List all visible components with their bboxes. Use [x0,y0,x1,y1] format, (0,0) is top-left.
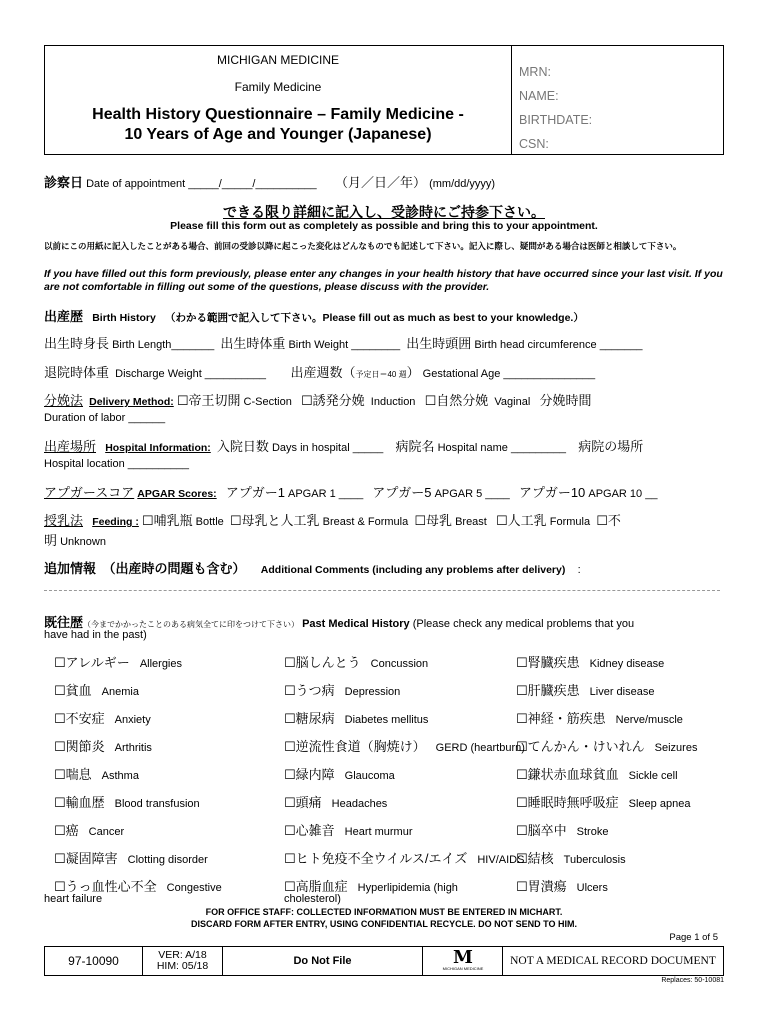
gestational-jp-close: ） [406,365,420,380]
date-format: (mm/dd/yyyy) [429,178,496,190]
apgar10-field[interactable]: APGAR 10 __ [588,488,658,500]
discharge-weight-field[interactable]: Discharge Weight __________ [115,368,266,380]
hospital-en: Hospital Information: [105,442,211,454]
birth-history-en: Birth History [92,312,156,324]
apgar1-jp: アプガー1 [225,485,285,500]
not-medical-record: NOT A MEDICAL RECORD DOCUMENT [510,955,716,967]
csection-checkbox[interactable]: ☐帝王切開 [176,393,241,408]
institution-name: MICHIGAN MEDICINE [216,53,339,67]
feeding-row-2 [44,530,734,549]
pmh-item[interactable] [284,680,400,699]
pmh-label: Sleep apnea [628,798,691,810]
apgar5-field[interactable]: APGAR 5 ____ [434,488,510,500]
pmh-item[interactable] [54,764,139,783]
pmh-label-continued: heart failure [44,893,103,905]
pmh-checkbox[interactable]: ☐神経・筋疾患 [516,711,606,726]
comments-colon: : [577,564,581,576]
pmh-label: Liver disease [589,686,655,698]
pmh-item[interactable] [516,848,626,867]
pmh-label: Heart murmur [344,826,413,838]
feeding-jp: 授乳法 [44,513,84,528]
birth-length-field[interactable]: Birth Length_______ [112,339,215,351]
previous-form-note-jp: 以前にこの用紙に記入したことがある場合、前回の受診以降に起こった変化はどんなものでも記述して下さい。記入に際し、疑問がある場合は医師と相談して下さい。 [44,241,682,251]
past-medical-jp-note: （今までかかったことのある病気全てに印をつけて下さい） [83,620,300,629]
name-label: NAME: [519,89,559,103]
pmh-checkbox[interactable]: ☐うつ病 [284,683,335,698]
version-cell [143,947,223,975]
breast-formula-checkbox[interactable]: ☐母乳と人工乳 [229,513,320,528]
pmh-checkbox[interactable]: ☐喘息 [54,767,92,782]
duration-field[interactable]: Duration of labor ______ [44,412,166,424]
pmh-label: Blood transfusion [114,798,200,810]
logo-letter: M [453,947,473,968]
birth-head-jp: 出生時頭囲 [406,336,472,351]
pmh-label: Anxiety [114,714,151,726]
pmh-checkbox[interactable]: ☐不安症 [54,711,105,726]
comments-line[interactable] [44,590,720,591]
pmh-item[interactable] [54,736,152,755]
hospital-name-field[interactable]: Hospital name _________ [437,442,567,454]
formula-label: Formula [549,516,591,528]
pmh-label: Anemia [101,686,139,698]
pmh-item[interactable] [516,764,678,783]
pmh-item[interactable] [54,820,124,839]
form-title-line1: Health History Questionnaire – Family Medicine - [92,106,464,123]
office-note-line2: DISCARD FORM AFTER ENTRY, USING CONFIDENTIAL RECYCLE. DO NOT SEND TO HIM. [190,919,577,929]
comments-en: Additional Comments (including any problems after delivery) [260,564,566,576]
gestational-age-field[interactable]: Gestational Age _______________ [422,368,596,380]
header-box [44,45,724,155]
hospital-row [44,436,734,455]
pmh-label: Diabetes mellitus [344,714,429,726]
pmh-item[interactable] [516,708,683,727]
pmh-item[interactable] [284,652,428,671]
pmh-checkbox[interactable]: ☐脳卒中 [516,823,567,838]
pmh-label: Tuberculosis [563,854,626,866]
pmh-label: Depression [344,686,401,698]
pmh-checkbox[interactable]: ☐睡眠時無呼吸症 [516,795,619,810]
pmh-checkbox[interactable]: ☐ヒト免疫不全ウイルス/エイズ [284,851,468,866]
birth-history-note-jp: （わかる範囲で記入して下さい。 [164,312,323,324]
form-title [45,105,511,145]
pmh-checkbox[interactable]: ☐うっ血性心不全 [54,879,157,894]
pmh-checkbox[interactable]: ☐癌 [54,823,79,838]
pmh-checkbox[interactable]: ☐逆流性食道（胸焼け） [284,739,426,754]
apgar-jp: アプガースコア [44,485,135,500]
pmh-checkbox[interactable]: ☐心雑音 [284,823,335,838]
pmh-label: Congestive [166,882,222,894]
pmh-label: GERD (heartburn) [435,742,525,754]
department-name: Family Medicine [234,80,322,94]
past-medical-en-line2: have had in the past) [44,629,147,641]
duration-jp: 分娩時間 [539,393,592,408]
pmh-label: Allergies [139,658,182,670]
feeding-row [44,510,734,529]
do-not-file: Do Not File [223,947,423,975]
pmh-item[interactable] [516,652,664,671]
pmh-item[interactable] [284,764,395,783]
hospital-location-field[interactable]: Hospital location __________ [44,458,189,470]
unknown-label: Unknown [60,536,106,548]
hospital-days-field[interactable]: Days in hospital _____ [271,442,384,454]
previous-form-note-en: If you have filled out this form previously, please enter any changes in your health history that have occurred since your last visit. If you are not comfortable in filling out some of the questions, please discuss with the provider. [44,268,723,293]
pmh-label: Ulcers [576,882,608,894]
pmh-item[interactable] [284,736,525,755]
csection-label: C-Section [243,396,292,408]
hospital-location-jp: 病院の場所 [578,439,644,454]
appointment-jp: 診察日 [44,175,84,190]
instructions-jp: できる限り詳細に記入し、受診時にご持参下さい。 [223,204,545,220]
hospital-days-jp: 入院日数 [216,439,269,454]
birth-head-field[interactable]: Birth head circumference _______ [474,339,643,351]
pmh-item[interactable] [516,792,690,811]
office-note-line1: FOR OFFICE STAFF: COLLECTED INFORMATION MUST BE ENTERED IN MICHART. [205,907,563,917]
unknown-jp: 明 [44,533,58,548]
pmh-checkbox[interactable]: ☐結核 [516,851,554,866]
bottle-checkbox[interactable]: ☐哺乳瓶 [141,513,193,528]
past-medical-en-note: (Please check any medical problems that you [412,618,635,630]
pmh-label: Cancer [88,826,125,838]
logo-text: MICHIGAN MEDICINE [442,966,484,971]
pmh-label: Nerve/muscle [615,714,683,726]
discharge-row [44,362,734,381]
pmh-item[interactable] [54,792,200,811]
pmh-label: Kidney disease [589,658,665,670]
pmh-label: Sickle cell [628,770,678,782]
footer-box [44,946,724,976]
appointment-date-row [44,172,734,191]
instructions-en: Please fill this form out as completely as possible and bring this to your appointment. [170,220,598,232]
pmh-label: Hyperlipidemia (high [357,882,458,894]
breast-formula-label: Breast & Formula [322,516,409,528]
pmh-item[interactable] [54,848,208,867]
birth-weight-field[interactable]: Birth Weight ________ [288,339,401,351]
comments-row [44,558,734,577]
bottle-label: Bottle [195,516,224,528]
apgar10-jp: アプガー10 [518,485,586,500]
appointment-date-field[interactable]: Date of appointment _____/_____/__________ [86,178,317,190]
feeding-en: Feeding : [92,516,139,528]
version: VER: A/18 [158,949,207,961]
birth-history-heading [44,306,734,325]
pmh-item[interactable] [284,792,387,811]
gestational-jp-note: 予定日＝40 週 [355,370,407,379]
pmh-label: Stroke [576,826,609,838]
csn-label: CSN: [519,137,549,151]
pmh-label: Asthma [101,770,139,782]
induction-checkbox[interactable]: ☐誘発分娩 [301,393,365,408]
apgar-row [44,482,734,501]
delivery-jp: 分娩法 [44,393,84,408]
pmh-item[interactable] [284,708,428,727]
pmh-item[interactable] [54,652,182,671]
comments-jp: 追加情報 （出産時の問題も含む） [44,561,246,576]
pmh-label: Concussion [370,658,429,670]
pmh-item[interactable] [516,820,608,839]
pmh-checkbox[interactable]: ☐緑内障 [284,767,335,782]
past-medical-jp: 既往歴 [44,615,84,630]
apgar-en: APGAR Scores: [137,488,217,500]
replaces-note: Replaces: 50-10081 [661,977,724,984]
pmh-label: Glaucoma [344,770,395,782]
form-title-line2: 10 Years of Age and Younger (Japanese) [124,126,432,143]
pmh-item[interactable] [284,848,524,867]
apgar5-jp: アプガー5 [372,485,432,500]
birth-history-note-en: Please fill out as much as best to your knowledge.） [322,312,584,324]
formula-checkbox[interactable]: ☐人工乳 [496,513,547,528]
michigan-medicine-logo [423,947,503,972]
pmh-checkbox[interactable]: ☐輸血歴 [54,795,105,810]
him-date: HIM: 05/18 [156,960,209,972]
form-number: 97-10090 [45,947,143,975]
vaginal-label: Vaginal [494,396,531,408]
breast-label: Breast [455,516,487,528]
vaginal-checkbox[interactable]: ☐自然分娩 [424,393,489,408]
pmh-checkbox[interactable]: ☐凝固障害 [54,851,118,866]
pmh-item[interactable] [284,820,413,839]
birth-length-jp: 出生時身長 [44,336,110,351]
pmh-item[interactable] [54,708,151,727]
date-format-jp: （月／日／年） [335,175,427,190]
breast-checkbox[interactable]: ☐母乳 [414,513,452,528]
pmh-checkbox[interactable]: ☐肝臓疾患 [516,683,580,698]
pmh-item[interactable] [516,876,608,895]
birth-history-jp: 出産歴 [44,309,84,324]
apgar1-field[interactable]: APGAR 1 ____ [288,488,364,500]
hospital-jp: 出産場所 [44,439,97,454]
header-title-area [45,46,512,154]
pmh-checkbox[interactable]: ☐貧血 [54,683,92,698]
mrn-label: MRN: [519,65,551,79]
unknown-checkbox[interactable]: ☐不 [596,513,621,528]
patient-label-area [519,60,592,156]
induction-label: Induction [370,396,416,408]
pmh-label: HIV/AIDS [477,854,525,866]
birth-weight-jp: 出生時体重 [220,336,286,351]
birth-measure-row [44,333,734,352]
pmh-label: Arthritis [114,742,152,754]
past-medical-en: Past Medical History [302,618,410,630]
delivery-en: Delivery Method: [89,396,174,408]
pmh-checkbox[interactable]: ☐頭痛 [284,795,322,810]
pmh-label-continued: cholesterol) [284,893,341,905]
pmh-checkbox[interactable]: ☐胃潰瘍 [516,879,567,894]
pmh-label: Clotting disorder [127,854,208,866]
delivery-method-row [44,390,734,409]
pmh-label: Headaches [331,798,388,810]
pmh-item[interactable] [516,680,654,699]
page-number: Page 1 of 5 [669,932,718,943]
hospital-name-jp: 病院名 [395,439,435,454]
gestational-jp: 出産週数（ [290,365,356,380]
pmh-checkbox[interactable]: ☐腎臓疾患 [516,655,580,670]
pmh-item[interactable] [516,736,697,755]
discharge-weight-jp: 退院時体重 [44,365,110,380]
pmh-checkbox[interactable]: ☐関節炎 [54,739,105,754]
pmh-item[interactable] [54,680,139,699]
pmh-checkbox[interactable]: ☐脳しんとう [284,655,361,670]
pmh-checkbox[interactable]: ☐高脂血症 [284,879,348,894]
birthdate-label: BIRTHDATE: [519,113,593,127]
pmh-checkbox[interactable]: ☐糖尿病 [284,711,335,726]
pmh-label: Seizures [654,742,698,754]
pmh-checkbox[interactable]: ☐アレルギー [54,655,130,670]
pmh-checkbox[interactable]: ☐鎌状赤血球貧血 [516,767,619,782]
pmh-checkbox[interactable]: ☐てんかん・けいれん [516,739,645,754]
